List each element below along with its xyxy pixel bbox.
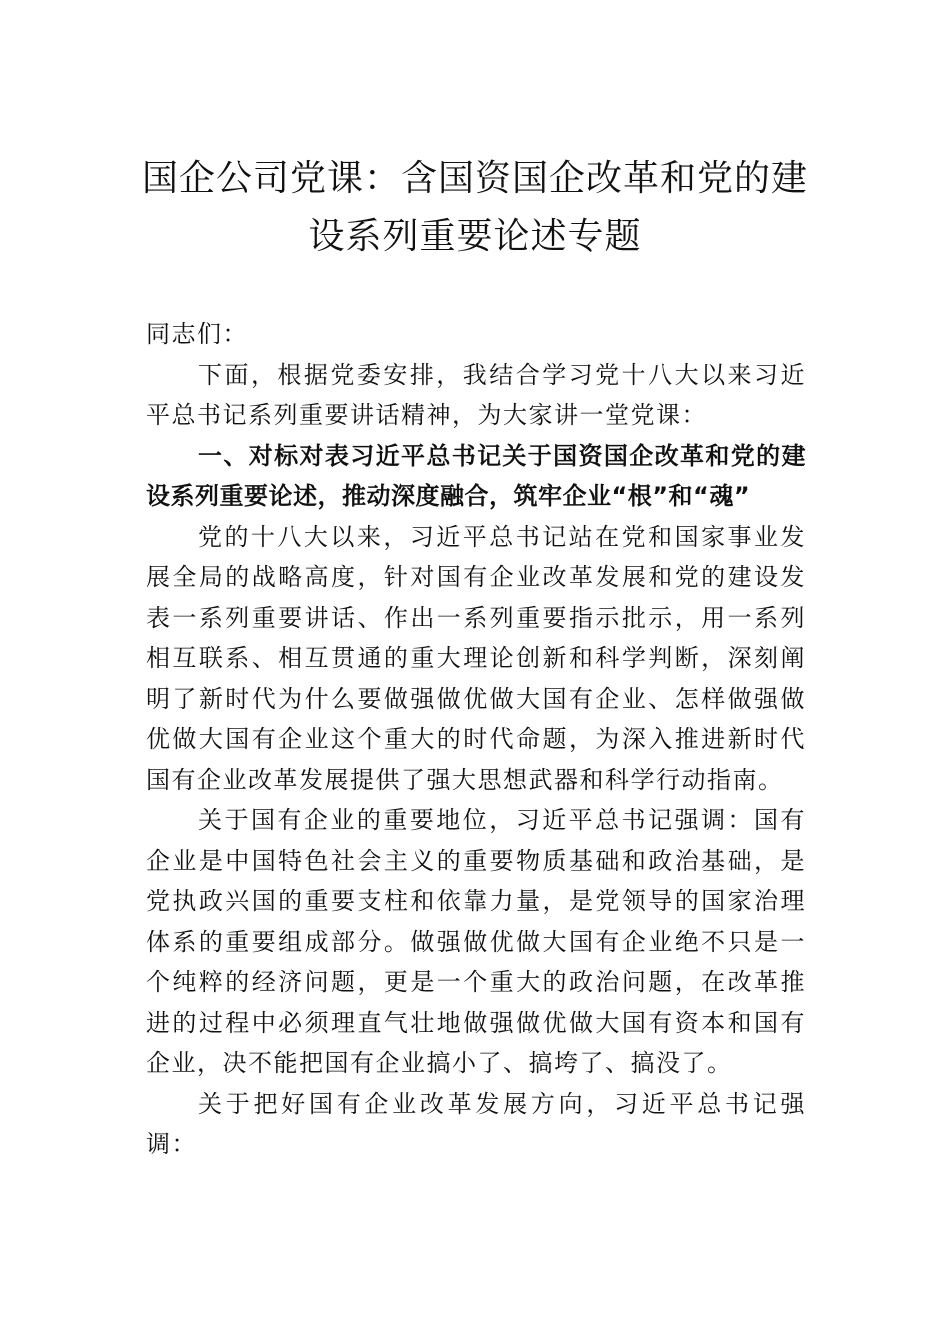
document-body [146, 314, 806, 1165]
body-paragraph: 关于把好国有企业改革发展方向，习近平总书记强调： [146, 1089, 806, 1158]
body-paragraph: 关于国有企业的重要地位，习近平总书记强调：国有企业是中国特色社会主义的重要物质基础和政治基础，是党执政兴国的重要支柱和依靠力量，是党领导的国家治理体系的重要组成部分。做强做优做大国有企业绝不只是一个纯粹的经济问题，更是一个重大的政治问题，在改革推进的过程中必须理直气壮地做强做优做大国有资本和国有企业，决不能把国有企业搞小了、搞垮了、搞没了。 [146, 806, 806, 1077]
document-title [140, 150, 810, 266]
intro-paragraph: 下面，根据党委安排，我结合学习党十八大以来习近平总书记系列重要讲话精神，为大家讲一堂党课： [146, 360, 806, 429]
section-heading: 一、对标对表习近平总书记关于国资国企改革和党的建设系列重要论述，推动深度融合，筑牢企业“根”和“魂” [146, 441, 806, 510]
body-paragraph: 党的十八大以来，习近平总书记站在党和国家事业发展全局的战略高度，针对国有企业改革发展和党的建设发表一系列重要讲话、作出一系列重要指示批示，用一系列相互联系、相互贯通的重大理论创新和科学判断，深刻阐明了新时代为什么要做强做优做大国有企业、怎样做强做优做大国有企业这个重大的时代命题，为深入推进新时代国有企业改革发展提供了强大思想武器和科学行动指南。 [146, 522, 806, 794]
title-line-2: 设系列重要论述专题 [308, 216, 642, 257]
title-line-1: 国企公司党课：含国资国企改革和党的建 [141, 158, 808, 199]
salutation: 同志们： [146, 320, 248, 348]
